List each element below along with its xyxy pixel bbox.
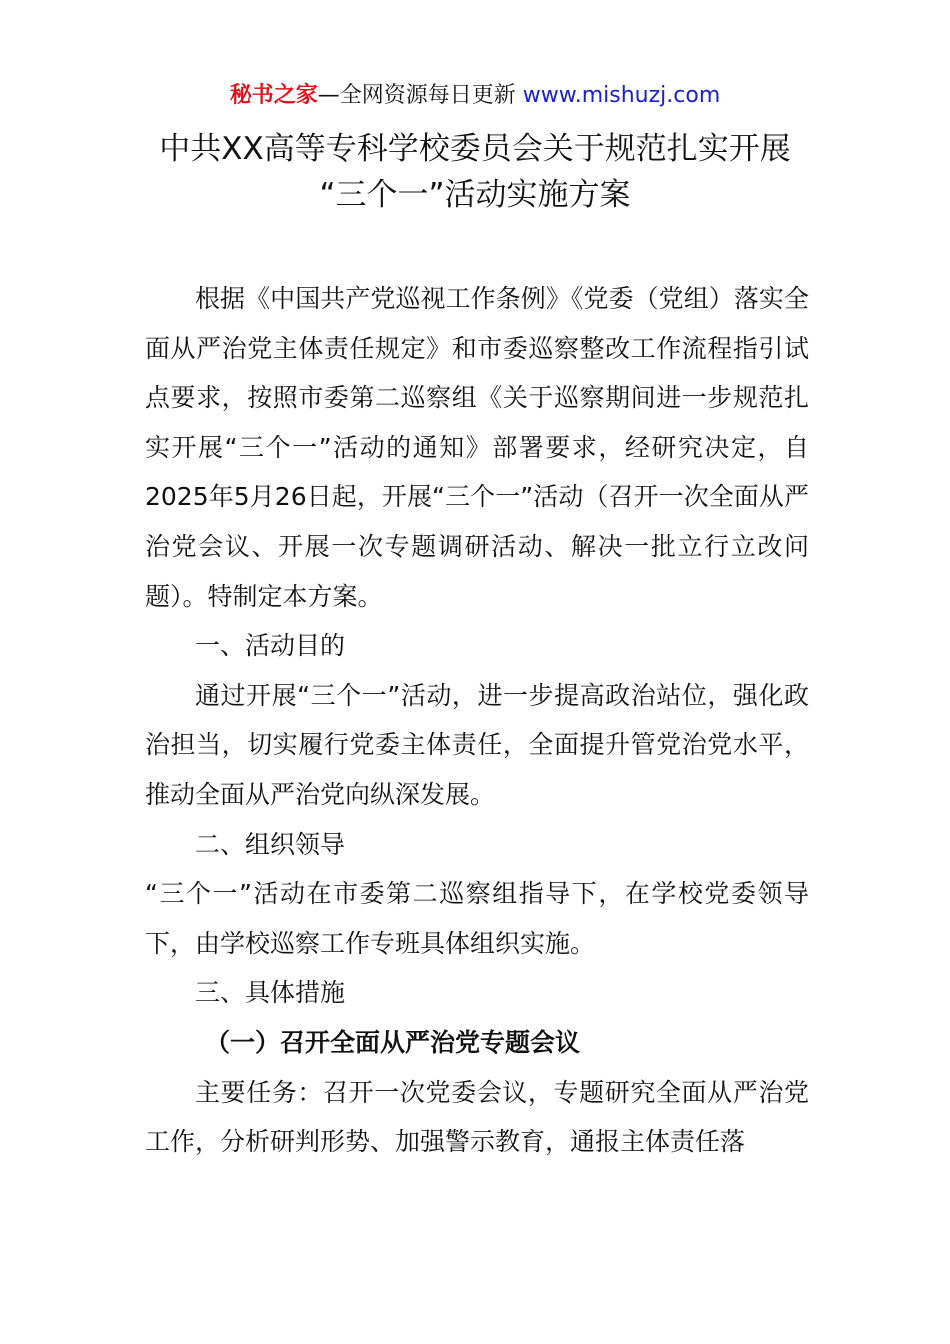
title-line-1: 中共XX高等专科学校委员会关于规范扎实开展 — [159, 131, 791, 167]
site-banner — [0, 80, 950, 112]
title-line-2: “三个一”活动实施方案 — [319, 177, 631, 213]
document-title — [0, 126, 950, 218]
banner-url[interactable]: www.mishuzj.com — [522, 83, 721, 108]
section-2-body: “三个一”活动在市委第二巡察组指导下，在学校党委领导下，由学校巡察工作专班具体组织实施。 — [145, 879, 809, 958]
section-3-subheading-1: （一）召开全面从严治党专题会议 — [205, 1027, 581, 1057]
section-2-heading: 二、组织领导 — [195, 829, 346, 859]
document-body — [145, 274, 809, 1167]
section-3-heading: 三、具体措施 — [195, 978, 346, 1008]
section-1-body: 通过开展“三个一”活动，进一步提高政治站位，强化政治担当，切实履行党委主体责任，全面提升管党治党水平，推动全面从严治党向纵深发展。 — [145, 680, 809, 809]
banner-tagline: —全网资源每日更新 — [317, 83, 523, 108]
section-3-sub-1-body: 主要任务：召开一次党委会议，专题研究全面从严治党工作，分析研判形势、加强警示教育，通报主体责任落 — [145, 1077, 809, 1157]
intro-paragraph: 根据《中国共产党巡视工作条例》《党委（党组）落实全面从严治党主体责任规定》和市委巡察整改工作流程指引试点要求，按照市委第二巡察组《关于巡察期间进一步规范扎实开展“三个一”活动的通知》部署要求，经研究决定，自2025年5月26日起，开展“三个一”活动（召开一次全面从严治党会议、开展一次专题调研活动、解决一批立行立改问题）。特制定本方案。 — [145, 284, 809, 611]
banner-brand: 秘书之家 — [229, 83, 318, 108]
section-1-heading: 一、活动目的 — [195, 631, 346, 661]
